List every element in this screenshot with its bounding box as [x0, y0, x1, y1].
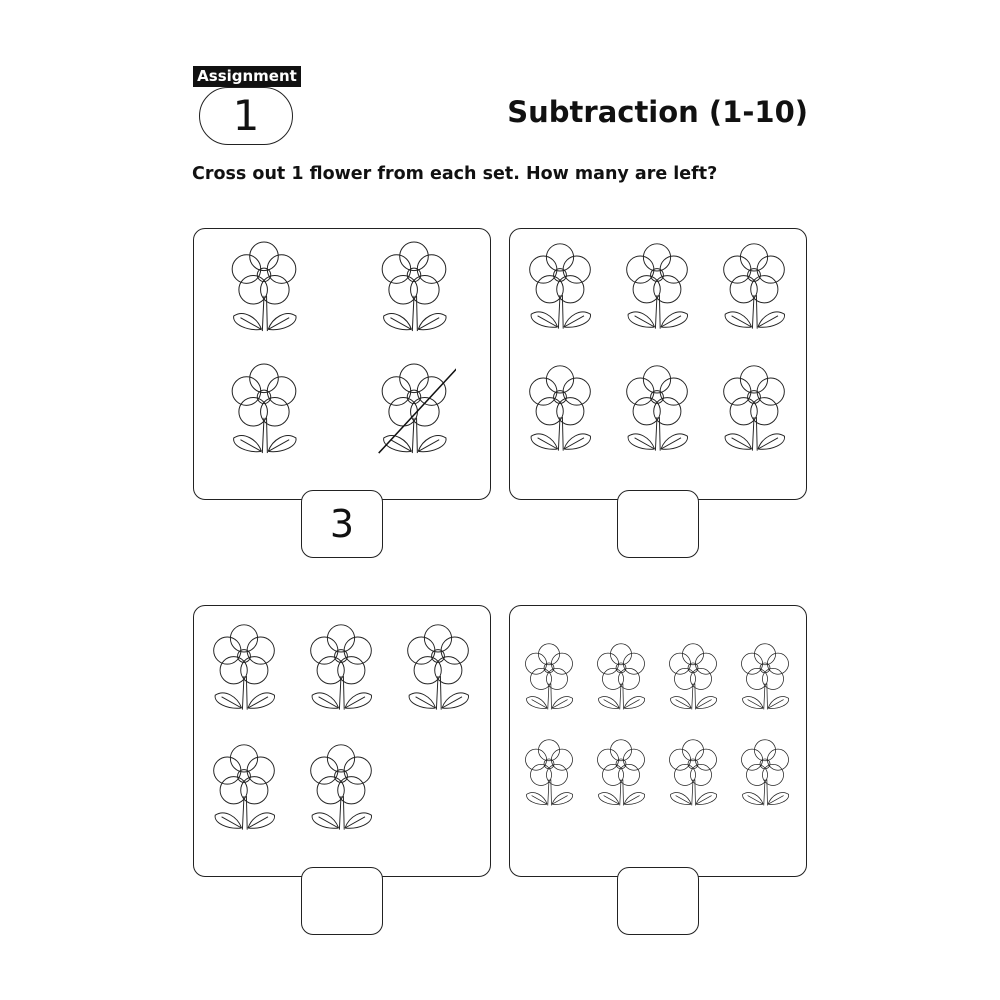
exercise-panel-4	[509, 605, 807, 877]
exercise-panel-1	[193, 228, 491, 500]
flower-icon	[590, 640, 652, 711]
answer-box-3[interactable]	[301, 867, 383, 935]
assignment-number: 1	[199, 87, 293, 145]
flower-icon	[301, 740, 381, 832]
flower-icon	[372, 237, 456, 334]
flower-icon	[518, 736, 580, 807]
flower-icon	[520, 239, 600, 331]
exercise-panel-2	[509, 228, 807, 500]
instruction-text: Cross out 1 flower from each set. How many are left?	[192, 164, 718, 184]
answer-box-4[interactable]	[617, 867, 699, 935]
flower-icon	[662, 736, 724, 807]
flower-icon	[662, 640, 724, 711]
flower-icon	[204, 620, 284, 712]
flower-icon	[520, 361, 600, 453]
flower-icon	[222, 237, 306, 334]
flower-icon	[590, 736, 652, 807]
flower-icon	[398, 620, 478, 712]
flower-icon	[222, 359, 306, 456]
flower-icon	[617, 361, 697, 453]
flower-icon	[204, 740, 284, 832]
answer-box-1[interactable]: 3	[301, 490, 383, 558]
assignment-label: Assignment	[193, 66, 301, 87]
page-title: Subtraction (1-10)	[507, 95, 808, 129]
flower-icon	[301, 620, 381, 712]
exercise-panel-3	[193, 605, 491, 877]
flower-icon	[372, 359, 456, 456]
flower-icon	[518, 640, 580, 711]
flower-icon	[714, 239, 794, 331]
answer-box-2[interactable]	[617, 490, 699, 558]
flower-icon	[734, 736, 796, 807]
flower-icon	[734, 640, 796, 711]
flower-icon	[617, 239, 697, 331]
flower-icon	[714, 361, 794, 453]
